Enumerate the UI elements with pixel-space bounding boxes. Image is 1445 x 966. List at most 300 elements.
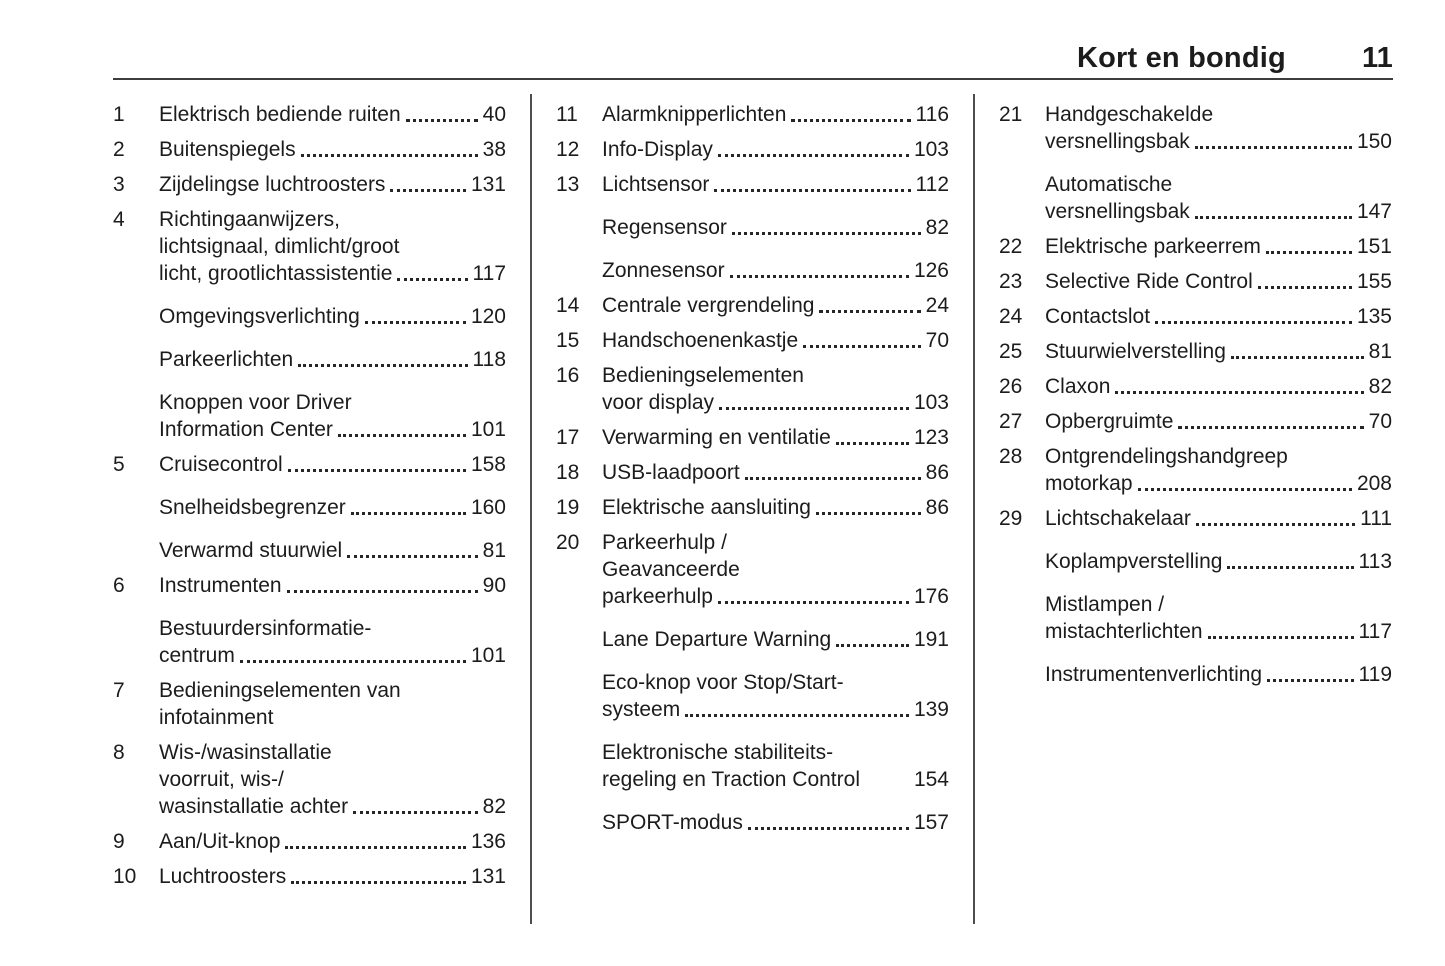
index-columns [113, 101, 1445, 924]
entry-body [159, 572, 506, 599]
entry-page-ref: 154 [913, 768, 949, 791]
entry-number [999, 591, 1045, 645]
entry-number: 15 [556, 329, 580, 352]
entry-number [556, 809, 602, 836]
dot-leader [301, 154, 478, 157]
entry-line [602, 257, 949, 284]
entry-number: 29 [999, 507, 1023, 530]
entry-line [159, 136, 506, 163]
entry-number: 16 [556, 364, 580, 387]
entry-label: Zijdelingse luchtroosters [159, 173, 386, 196]
entry-label: mistachterlichten [1045, 620, 1203, 643]
dot-leader [390, 189, 466, 192]
dot-leader [836, 442, 909, 445]
entry-label: Claxon [1045, 375, 1111, 398]
entry-label: regeling en Traction Control [602, 768, 860, 791]
entry-page-ref: 131 [470, 865, 506, 888]
entry-page-ref: 24 [925, 294, 949, 317]
entry-label: Zonnesensor [602, 259, 725, 282]
entry-page-ref: 191 [913, 628, 949, 651]
entry-line [1045, 373, 1392, 400]
dot-leader [865, 784, 909, 787]
entry-number: 17 [556, 426, 580, 449]
entry-number [556, 626, 602, 653]
index-entry [999, 373, 1392, 400]
entry-line [602, 669, 949, 696]
entry-body [159, 136, 506, 163]
entry-number [556, 257, 602, 284]
entry-line [159, 739, 506, 766]
entry-number: 1 [113, 103, 125, 126]
entry-number: 3 [113, 173, 125, 196]
dot-leader [685, 714, 909, 717]
entry-body [602, 327, 949, 354]
entry-label: Elektronische stabiliteits- [602, 741, 834, 764]
entry-body [602, 669, 949, 723]
entry-page-ref: 40 [482, 103, 506, 126]
entry-label: Handschoenenkastje [602, 329, 799, 352]
entry-number [113, 303, 159, 330]
entry-line [602, 739, 949, 766]
entry-line [159, 101, 506, 128]
entry-body [159, 615, 506, 669]
entry-body [159, 451, 506, 478]
index-entry [113, 494, 506, 521]
dot-leader [819, 310, 920, 313]
dot-leader [351, 512, 466, 515]
entry-body [159, 537, 506, 564]
entry-label: parkeerhulp [602, 585, 713, 608]
entry-body [1045, 548, 1392, 575]
entry-label: Lichtschakelaar [1045, 507, 1191, 530]
entry-body [1045, 373, 1392, 400]
entry-line [159, 572, 506, 599]
entry-line [602, 327, 949, 354]
entry-number [113, 494, 159, 521]
entry-label: voor display [602, 391, 715, 414]
index-entry [556, 136, 949, 163]
index-entry [113, 136, 506, 163]
entry-label: Lichtsensor [602, 173, 710, 196]
entry-label: Richtingaanwijzers, [159, 208, 340, 231]
entry-line [1045, 470, 1392, 497]
entry-number: 20 [556, 531, 580, 554]
entry-body [159, 171, 506, 198]
entry-line [159, 642, 506, 669]
dot-leader [365, 321, 466, 324]
column-divider [973, 94, 975, 924]
entry-line [159, 704, 506, 731]
dot-leader [285, 846, 466, 849]
index-entry [999, 338, 1392, 365]
entry-number [556, 214, 602, 241]
entry-line [602, 556, 949, 583]
entry-number [556, 739, 602, 793]
dot-leader [1267, 679, 1353, 682]
entry-body [602, 809, 949, 836]
entry-line [602, 494, 949, 521]
entry-page-ref: 70 [925, 329, 949, 352]
dot-leader [730, 275, 909, 278]
entry-label: licht, grootlichtassistentie [159, 262, 393, 285]
entry-page-ref: 120 [470, 305, 506, 328]
entry-page-ref: 208 [1356, 472, 1392, 495]
entry-line [1045, 591, 1392, 618]
index-entry [113, 206, 506, 287]
entry-line [159, 537, 506, 564]
entry-label: infotainment [159, 706, 274, 729]
index-entry [999, 505, 1392, 532]
entry-line [602, 696, 949, 723]
index-entry [113, 537, 506, 564]
index-entry [999, 101, 1392, 155]
entry-label: Mistlampen / [1045, 593, 1165, 616]
index-entry [556, 292, 949, 319]
entry-label: Buitenspiegels [159, 138, 296, 161]
entry-number [113, 346, 159, 373]
entry-number: 10 [113, 865, 137, 888]
entry-label: Bedieningselementen van [159, 679, 401, 702]
entry-label: USB-laadpoort [602, 461, 740, 484]
entry-line [159, 346, 506, 373]
entry-line [159, 260, 506, 287]
index-entry [113, 389, 506, 443]
entry-line [1045, 338, 1392, 365]
entry-page-ref: 86 [925, 496, 949, 519]
entry-line [602, 529, 949, 556]
entry-line [159, 416, 506, 443]
entry-page-ref: 117 [472, 262, 506, 285]
entry-label: Ontgrendelingshandgreep [1045, 445, 1288, 468]
entry-label: Elektrische parkeerrem [1045, 235, 1261, 258]
entry-label: Verwarmd stuurwiel [159, 539, 343, 562]
index-entry [113, 451, 506, 478]
entry-body [159, 677, 506, 731]
entry-body [159, 101, 506, 128]
entry-page-ref: 151 [1356, 235, 1392, 258]
entry-number: 24 [999, 305, 1023, 328]
entry-line [159, 615, 506, 642]
dot-leader [1115, 391, 1363, 394]
entry-line [1045, 408, 1392, 435]
entry-number [556, 669, 602, 723]
entry-body [1045, 505, 1392, 532]
entry-number [999, 661, 1045, 688]
entry-body [602, 257, 949, 284]
entry-page-ref: 38 [482, 138, 506, 161]
entry-body [602, 529, 949, 610]
entry-line [1045, 268, 1392, 295]
dot-leader [288, 469, 466, 472]
dot-leader [240, 660, 466, 663]
entry-body [602, 214, 949, 241]
entry-label: Regensensor [602, 216, 727, 239]
entry-body [159, 206, 506, 287]
entry-label: Knoppen voor Driver [159, 391, 352, 414]
dot-leader [745, 477, 921, 480]
entry-page-ref: 136 [470, 830, 506, 853]
index-entry [113, 677, 506, 731]
entry-line [159, 828, 506, 855]
index-entry [999, 591, 1392, 645]
entry-line [602, 459, 949, 486]
entry-page-ref: 119 [1358, 663, 1392, 686]
entry-body [1045, 338, 1392, 365]
page-header [113, 40, 1393, 76]
entry-page-ref: 70 [1368, 410, 1392, 433]
entry-line [602, 136, 949, 163]
entry-line [1045, 618, 1392, 645]
index-entry [556, 101, 949, 128]
dot-leader [347, 555, 477, 558]
index-column-3 [999, 101, 1392, 688]
entry-body [159, 863, 506, 890]
entry-line [602, 389, 949, 416]
dot-leader [718, 601, 909, 604]
entry-line [159, 451, 506, 478]
entry-label: Parkeerhulp / [602, 531, 727, 554]
index-entry [113, 171, 506, 198]
entry-page-ref: 113 [1358, 550, 1392, 573]
index-entry [999, 408, 1392, 435]
dot-leader [718, 154, 909, 157]
index-entry [113, 615, 506, 669]
index-entry [999, 443, 1392, 497]
entry-body [159, 346, 506, 373]
entry-label: Info-Display [602, 138, 713, 161]
entry-label: Cruisecontrol [159, 453, 283, 476]
entry-body [1045, 303, 1392, 330]
entry-label: Parkeerlichten [159, 348, 294, 371]
dot-leader [719, 407, 909, 410]
dot-leader [732, 232, 921, 235]
entry-number [113, 389, 159, 443]
entry-label: Omgevingsverlichting [159, 305, 360, 328]
entry-body [602, 136, 949, 163]
index-entry [556, 424, 949, 451]
entry-line [1045, 101, 1392, 128]
entry-body [602, 626, 949, 653]
dot-leader [748, 827, 909, 830]
entry-label: Alarmknipperlichten [602, 103, 787, 126]
entry-line [602, 424, 949, 451]
entry-number: 5 [113, 453, 125, 476]
entry-label: Selective Ride Control [1045, 270, 1253, 293]
entry-line [1045, 233, 1392, 260]
entry-line [602, 101, 949, 128]
entry-page-ref: 139 [913, 698, 949, 721]
entry-line [1045, 505, 1392, 532]
index-entry [556, 214, 949, 241]
entry-line [1045, 661, 1392, 688]
entry-line [602, 214, 949, 241]
entry-body [602, 739, 949, 793]
dot-leader [353, 811, 478, 814]
entry-number: 13 [556, 173, 580, 196]
dot-leader [397, 278, 467, 281]
entry-label: versnellingsbak [1045, 130, 1190, 153]
index-entry [999, 303, 1392, 330]
dot-leader [287, 590, 478, 593]
index-entry [113, 303, 506, 330]
entry-body [602, 101, 949, 128]
entry-page-ref: 103 [913, 138, 949, 161]
entry-label: Elektrisch bediende ruiten [159, 103, 401, 126]
index-entry [999, 171, 1392, 225]
entry-number: 2 [113, 138, 125, 161]
dot-leader [1227, 566, 1353, 569]
entry-body [1045, 591, 1392, 645]
entry-line [159, 233, 506, 260]
entry-label: Koplampverstelling [1045, 550, 1223, 573]
dot-leader [1231, 356, 1364, 359]
index-entry [556, 257, 949, 284]
entry-page-ref: 176 [913, 585, 949, 608]
index-entry [556, 494, 949, 521]
entry-body [1045, 101, 1392, 155]
entry-line [159, 206, 506, 233]
entry-number: 14 [556, 294, 580, 317]
entry-line [159, 303, 506, 330]
index-column-1 [113, 101, 506, 890]
entry-page-ref: 123 [913, 426, 949, 449]
dot-leader [1258, 286, 1352, 289]
entry-label: Stuurwielverstelling [1045, 340, 1226, 363]
entry-label: Wis-/wasinstallatie [159, 741, 332, 764]
entry-label: motorkap [1045, 472, 1133, 495]
dot-leader [816, 512, 921, 515]
entry-body [602, 171, 949, 198]
entry-number: 9 [113, 830, 125, 853]
index-entry [113, 346, 506, 373]
entry-body [1045, 171, 1392, 225]
entry-label: Automatische [1045, 173, 1173, 196]
index-entry [556, 669, 949, 723]
dot-leader [1266, 251, 1352, 254]
entry-number: 22 [999, 235, 1023, 258]
entry-label: lichtsignaal, dimlicht/groot [159, 235, 400, 258]
entry-number: 27 [999, 410, 1023, 433]
entry-line [159, 677, 506, 704]
entry-page-ref: 112 [915, 173, 949, 196]
entry-label: versnellingsbak [1045, 200, 1190, 223]
entry-line [602, 766, 949, 793]
entry-page-ref: 150 [1356, 130, 1392, 153]
dot-leader [338, 434, 466, 437]
entry-page-ref: 147 [1356, 200, 1392, 223]
entry-number: 8 [113, 741, 125, 764]
dot-leader [714, 189, 910, 192]
dot-leader [1178, 426, 1363, 429]
entry-number: 4 [113, 208, 125, 231]
entry-page-ref: 82 [1368, 375, 1392, 398]
entry-page-ref: 86 [925, 461, 949, 484]
entry-body [602, 362, 949, 416]
entry-body [159, 828, 506, 855]
entry-label: Luchtroosters [159, 865, 287, 888]
entry-page-ref: 101 [470, 418, 506, 441]
entry-label: Centrale vergrendeling [602, 294, 815, 317]
entry-number [113, 615, 159, 669]
entry-number: 25 [999, 340, 1023, 363]
index-entry [556, 459, 949, 486]
entry-line [1045, 548, 1392, 575]
entry-line [602, 171, 949, 198]
entry-number: 23 [999, 270, 1023, 293]
entry-label: Instrumenten [159, 574, 282, 597]
index-entry [556, 171, 949, 198]
dot-leader [1208, 636, 1354, 639]
index-entry [999, 548, 1392, 575]
entry-number: 28 [999, 445, 1023, 468]
entry-line [602, 809, 949, 836]
entry-label: Snelheidsbegrenzer [159, 496, 346, 519]
entry-label: Information Center [159, 418, 333, 441]
entry-label: Bestuurdersinformatie- [159, 617, 372, 640]
entry-line [602, 362, 949, 389]
entry-label: Elektrische aansluiting [602, 496, 811, 519]
entry-label: wasinstallatie achter [159, 795, 349, 818]
entry-line [159, 389, 506, 416]
entry-line [1045, 171, 1392, 198]
page-number: 11 [1361, 42, 1393, 74]
entry-label: centrum [159, 644, 235, 667]
dot-leader [1195, 146, 1352, 149]
entry-body [1045, 443, 1392, 497]
entry-body [1045, 408, 1392, 435]
entry-body [1045, 268, 1392, 295]
dot-leader [1138, 488, 1352, 491]
entry-label: SPORT-modus [602, 811, 743, 834]
entry-line [159, 793, 506, 820]
entry-page-ref: 103 [913, 391, 949, 414]
entry-line [1045, 303, 1392, 330]
entry-label: Instrumentenverlichting [1045, 663, 1263, 686]
entry-body [602, 424, 949, 451]
index-entry [556, 327, 949, 354]
entry-number: 26 [999, 375, 1023, 398]
dot-leader [791, 119, 910, 122]
index-entry [113, 739, 506, 820]
entry-label: Verwarming en ventilatie [602, 426, 831, 449]
entry-line [1045, 198, 1392, 225]
entry-page-ref: 155 [1356, 270, 1392, 293]
entry-body [159, 494, 506, 521]
entry-body [1045, 233, 1392, 260]
entry-page-ref: 81 [482, 539, 506, 562]
index-entry [556, 362, 949, 416]
entry-page-ref: 131 [470, 173, 506, 196]
entry-label: Lane Departure Warning [602, 628, 832, 651]
dot-leader [1195, 216, 1352, 219]
entry-page-ref: 135 [1356, 305, 1392, 328]
index-entry [999, 233, 1392, 260]
entry-page-ref: 116 [915, 103, 949, 126]
chapter-title: Kort en bondig [1076, 42, 1286, 74]
entry-line [159, 171, 506, 198]
entry-line [602, 292, 949, 319]
header-rule [113, 78, 1393, 80]
entry-label: Handgeschakelde [1045, 103, 1214, 126]
entry-label: Geavanceerde [602, 558, 740, 581]
index-entry [556, 626, 949, 653]
entry-line [159, 494, 506, 521]
index-entry [556, 809, 949, 836]
entry-number: 6 [113, 574, 125, 597]
entry-page-ref: 117 [1358, 620, 1392, 643]
entry-page-ref: 118 [472, 348, 506, 371]
index-entry [113, 101, 506, 128]
